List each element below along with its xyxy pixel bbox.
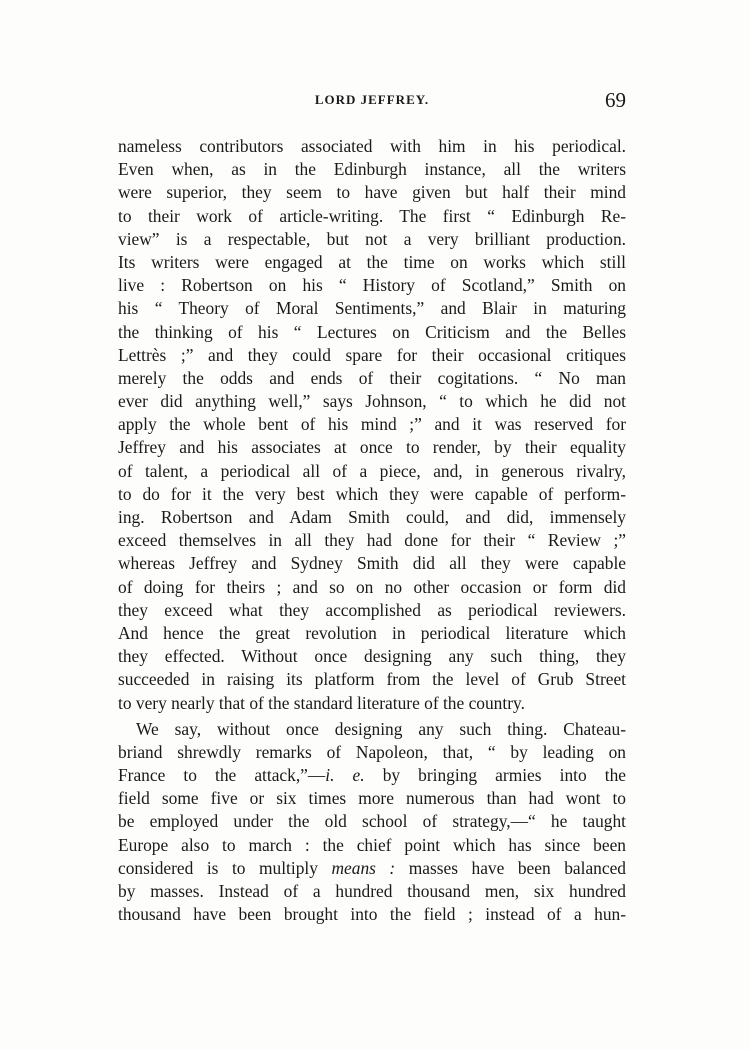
text-line: view” is a respectable, but not a very brilliant production. [118,228,626,249]
text-line: were superior, they seem to have given but half their mind [118,182,626,203]
text-line: by masses. Instead of a hundred thousand men, six hundred [118,881,626,901]
text-line: Its writers were engaged at the time on works which still [118,251,626,272]
text-line: briand shrewdly remarks of Napoleon, that, “ by leading on [118,741,626,762]
text-line: they exceed what they accomplished as periodical reviewers. [118,599,626,620]
text-line: nameless contributors associated with him in his periodical. [118,136,626,156]
text-line: succeeded in raising its platform from the level of Grub Street [118,669,626,690]
text-line: Jeffrey and his associates at once to render, by their equality [118,437,626,458]
page-number: 69 [605,88,626,112]
text-line: ever did anything well,” says Johnson, “ to which he did not [118,391,626,412]
text-line: be employed under the old school of strategy,—“ he taught [118,811,626,832]
text-line: live : Robertson on his “ History of Scotland,” Smith on [118,275,626,296]
running-title: LORD JEFFREY. [314,92,430,107]
body-text [118,135,626,926]
text-line: And hence the great revolution in periodical literature which [118,622,626,643]
text-line: Even when, as in the Edinburgh instance, all the writers [118,159,626,180]
text-line: his “ Theory of Moral Sentiments,” and Blair in maturing [118,298,626,319]
text-run: France to the attack,”— [118,765,326,786]
text-run: masses have been balanced [395,857,627,878]
running-head [118,88,626,118]
text-run: by bringing armies into the [364,765,626,786]
text-line: they effected. Without once designing any such thing, they [118,646,626,667]
text-line: to very nearly that of the standard literature of the country. [118,692,525,713]
text-line: ing. Robertson and Adam Smith could, and did, immensely [118,507,626,527]
text-line: field some five or six times more numerous than had wont to [118,788,626,809]
italic-abbreviation: i. e. [325,765,365,786]
italic-word: means : [331,857,396,878]
text-line: of doing for theirs ; and so on no other occasion or form did [118,576,626,597]
paragraph-1 [118,135,626,715]
text-line-mixed [118,857,626,880]
text-line: of talent, a periodical all of a piece, and, in generous rivalry, [118,460,626,481]
text-line: the thinking of his “ Lectures on Criticism and the Belles [118,321,626,342]
text-line: We say, without once designing any such thing. Chateau- [136,718,626,739]
text-run: considered is to multiply [118,857,332,878]
text-line: whereas Jeffrey and Sydney Smith did all they were capable [118,553,626,574]
text-line: Lettrès ;” and they could spare for their occasional critiques [118,344,626,365]
paragraph-2 [118,718,626,927]
text-line: merely the odds and ends of their cogitations. “ No man [118,367,626,388]
text-line: exceed themselves in all they had done for their “ Review ;” [118,530,626,551]
text-line: to do for it the very best which they were capable of perform- [118,483,626,504]
text-line: apply the whole bent of his mind ;” and it was reserved for [118,414,626,435]
text-line-mixed [118,764,626,787]
text-line: Europe also to march : the chief point which has since been [118,834,626,855]
text-line: thousand have been brought into the field ; instead of a hun- [118,904,626,925]
text-line: to their work of article-writing. The first “ Edinburgh Re- [118,205,626,226]
